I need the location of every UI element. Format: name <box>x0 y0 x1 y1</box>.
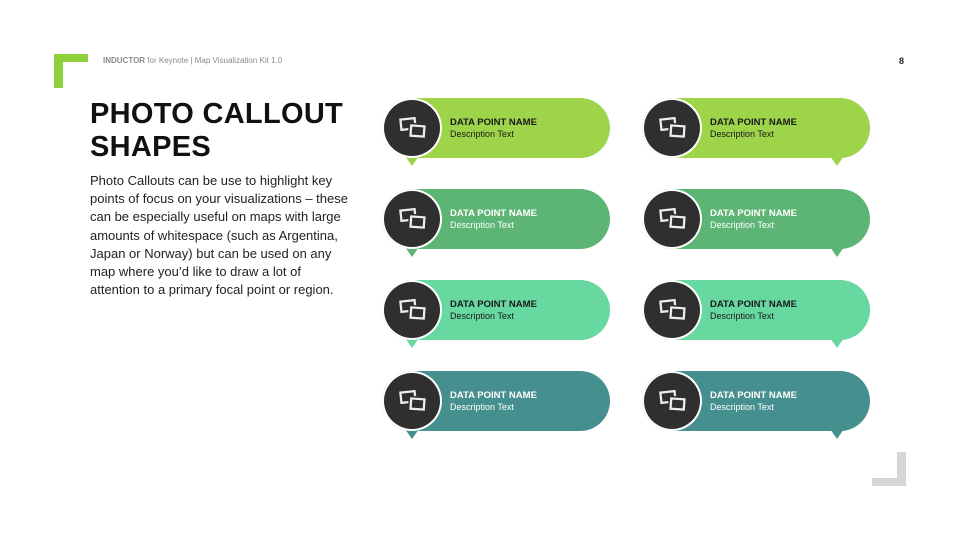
photo-icon <box>644 373 700 429</box>
photo-icon <box>384 373 440 429</box>
callout-name: DATA POINT NAME <box>710 117 797 128</box>
photo-callout <box>642 189 870 249</box>
callout-description: Description Text <box>710 129 774 139</box>
callout-description: Description Text <box>450 402 514 412</box>
photo-callout <box>642 371 870 431</box>
photo-icon <box>644 100 700 156</box>
corner-accent-top-left <box>54 54 88 88</box>
callout-description: Description Text <box>710 220 774 230</box>
photo-callout <box>382 98 610 158</box>
callout-tail <box>830 429 844 439</box>
callout-tail <box>830 156 844 166</box>
callout-name: DATA POINT NAME <box>710 390 797 401</box>
header-brand: INDUCTOR <box>103 56 146 65</box>
slide-title-line2: SHAPES <box>90 131 212 163</box>
callout-description: Description Text <box>450 129 514 139</box>
callout-description: Description Text <box>450 220 514 230</box>
callout-name: DATA POINT NAME <box>710 208 797 219</box>
corner-accent-bottom-right <box>872 452 906 486</box>
photo-icon <box>384 191 440 247</box>
photo-callout <box>642 280 870 340</box>
photo-icon <box>644 191 700 247</box>
callout-name: DATA POINT NAME <box>450 117 537 128</box>
callout-name: DATA POINT NAME <box>450 299 537 310</box>
callout-name: DATA POINT NAME <box>450 390 537 401</box>
callout-tail <box>405 156 419 166</box>
page-number: 8 <box>898 56 904 66</box>
callout-description: Description Text <box>710 402 774 412</box>
callout-tail <box>830 338 844 348</box>
callout-name: DATA POINT NAME <box>450 208 537 219</box>
photo-icon <box>384 100 440 156</box>
callout-description: Description Text <box>710 311 774 321</box>
callout-tail <box>405 338 419 348</box>
callout-description: Description Text <box>450 311 514 321</box>
photo-callout <box>382 189 610 249</box>
callout-tail <box>405 247 419 257</box>
photo-icon <box>384 282 440 338</box>
header-subtitle: for Keynote | Map Visualization Kit 1.0 <box>145 56 283 65</box>
callout-name: DATA POINT NAME <box>710 299 797 310</box>
slide-title <box>90 98 360 164</box>
callout-tail <box>830 247 844 257</box>
slide-body: Photo Callouts can be use to highlight key points of focus on your visualizations – these can be especially useful on maps with large amounts of whitespace (such as Argentina, Japan or Norway) but can be used on any map where you’d like to draw a lot of attention to a primary focal point or region. <box>90 173 348 298</box>
callout-tail <box>405 429 419 439</box>
slide-title-line1: PHOTO CALLOUT <box>90 98 344 130</box>
photo-icon <box>644 282 700 338</box>
photo-callout <box>642 98 870 158</box>
header <box>103 56 282 65</box>
photo-callout <box>382 371 610 431</box>
photo-callout <box>382 280 610 340</box>
